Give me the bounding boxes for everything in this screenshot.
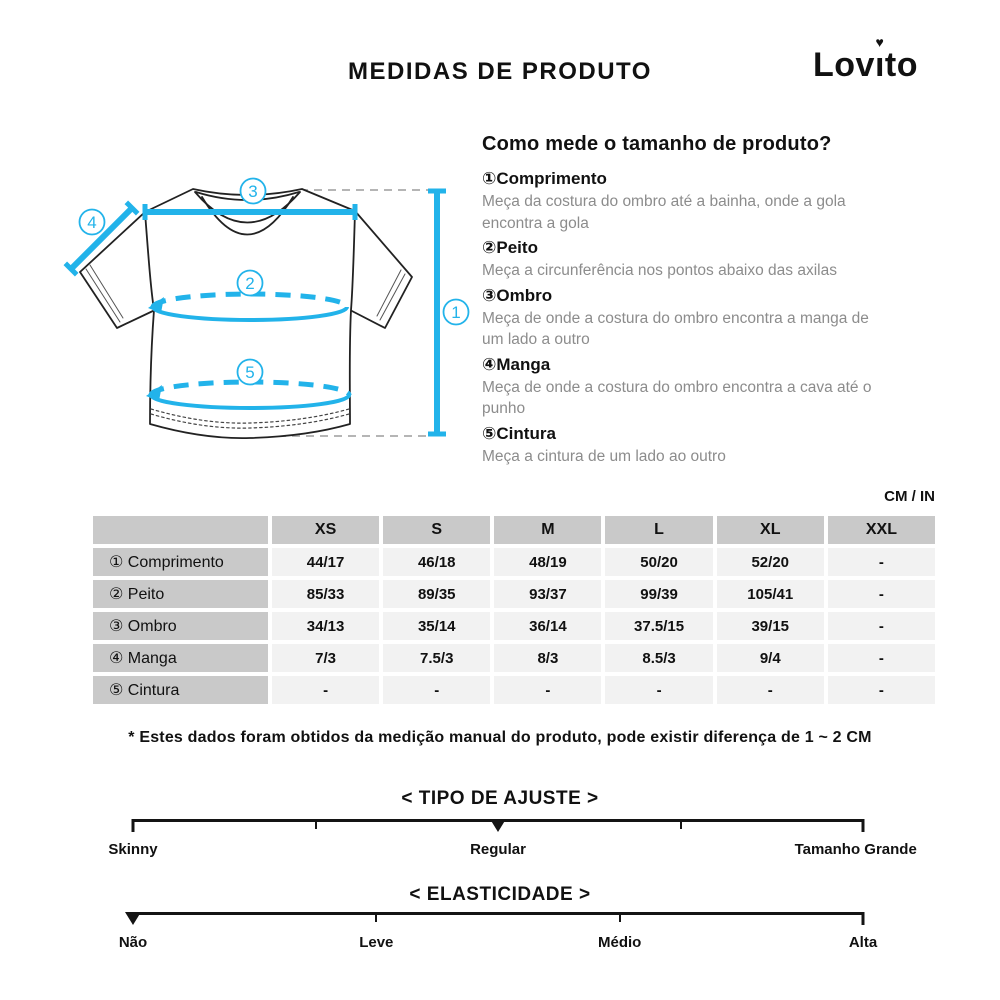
fit-tick-three-quarter: [680, 819, 682, 829]
table-cell: 8/3: [494, 644, 601, 672]
row-label-comprimento: ① Comprimento: [93, 548, 268, 576]
guide-desc-comprimento: Meça da costura do ombro até a bainha, onde a gola encontra a gola: [482, 193, 846, 232]
size-header-xl: XL: [717, 516, 824, 544]
table-cell: -: [828, 644, 935, 672]
guide-term-comprimento: ①Comprimento: [482, 169, 607, 188]
measure-guide: [482, 131, 940, 467]
table-cell: 48/19: [494, 548, 601, 576]
table-cell: -: [828, 676, 935, 704]
fit-label-regular: Regular: [470, 841, 526, 858]
guide-desc-manga: Meça de onde a costura do ombro encontra a cava até o punho: [482, 378, 872, 417]
table-cell: -: [605, 676, 712, 704]
guide-desc-ombro: Meça de onde a costura do ombro encontra a manga de um lado a outro: [482, 309, 869, 348]
elasticity-tick-leve: [375, 912, 377, 922]
elasticity-scale-title: < ELASTICIDADE >: [409, 884, 591, 905]
marker-length: [444, 300, 469, 325]
table-cell: -: [494, 676, 601, 704]
svg-text:5: 5: [245, 363, 255, 382]
size-header-xs: XS: [272, 516, 379, 544]
elasticity-label-leve: Leve: [359, 934, 394, 951]
size-table: [93, 516, 935, 704]
table-cell: 99/39: [605, 580, 712, 608]
size-header-l: L: [605, 516, 712, 544]
brand-logo: [813, 34, 918, 85]
svg-text:4: 4: [87, 213, 97, 232]
table-cell: 9/4: [717, 644, 824, 672]
marker-sleeve: [80, 210, 105, 235]
size-header-xxl: XXL: [828, 516, 935, 544]
elasticity-label-alta: Alta: [848, 934, 878, 951]
row-label-cintura: ⑤ Cintura: [93, 676, 268, 704]
table-cell: -: [828, 612, 935, 640]
table-cell: 52/20: [717, 548, 824, 576]
page-title: MEDIDAS DE PRODUTO: [348, 58, 652, 85]
elasticity-label-nao: Não: [118, 934, 148, 951]
table-cell: 35/14: [383, 612, 490, 640]
table-cell: 7/3: [272, 644, 379, 672]
guide-heading: Como mede o tamanho de produto?: [482, 133, 832, 155]
unit-label: CM / IN: [884, 488, 935, 505]
table-cell: 39/15: [717, 612, 824, 640]
marker-shoulder: [241, 179, 266, 204]
svg-text:2: 2: [245, 274, 255, 293]
fit-tick-start: [132, 819, 135, 832]
svg-text:1: 1: [451, 303, 461, 322]
table-cell: 34/13: [272, 612, 379, 640]
row-label-manga: ④ Manga: [93, 644, 268, 672]
guide-term-cintura: ⑤Cintura: [482, 423, 556, 443]
guide-term-ombro: ③Ombro: [482, 285, 553, 305]
table-cell: 7.5/3: [383, 644, 490, 672]
size-header-s: S: [383, 516, 490, 544]
guide-term-peito: ②Peito: [482, 238, 538, 257]
elasticity-tick-end: [862, 912, 865, 925]
table-cell: 85/33: [272, 580, 379, 608]
fit-scale-title: < TIPO DE AJUSTE >: [401, 788, 599, 809]
brand-logo-i-stem: ı: [874, 46, 885, 84]
brand-logo-part1: Lov: [813, 46, 875, 84]
table-cell: -: [717, 676, 824, 704]
heart-icon: ♥: [875, 34, 885, 50]
table-cell: 36/14: [494, 612, 601, 640]
guide-desc-peito: Meça a circunferência nos pontos abaixo das axilas: [482, 262, 837, 279]
brand-logo-part2: to: [884, 46, 918, 84]
elasticity-pointer-icon: [125, 912, 141, 925]
table-cell: 105/41: [717, 580, 824, 608]
fit-tick-end: [862, 819, 865, 832]
table-cell: 8.5/3: [605, 644, 712, 672]
tshirt-measurement-diagram: [50, 150, 480, 470]
table-cell: -: [828, 548, 935, 576]
table-cell: 50/20: [605, 548, 712, 576]
table-cell: 46/18: [383, 548, 490, 576]
fit-scale-track: [108, 819, 917, 858]
marker-chest: [238, 271, 263, 296]
table-cell: 89/35: [383, 580, 490, 608]
fit-label-skinny: Skinny: [108, 841, 158, 858]
right-sleeve: [350, 211, 412, 328]
table-cell: -: [828, 580, 935, 608]
elasticity-scale-track: [118, 912, 878, 951]
table-cell: 44/17: [272, 548, 379, 576]
guide-desc-cintura: Meça a cintura de um lado ao outro: [482, 447, 726, 465]
fit-pointer-icon: [490, 819, 506, 832]
brand-logo-i: [874, 34, 885, 85]
table-cell: 93/37: [494, 580, 601, 608]
measurement-disclaimer: * Estes dados foram obtidos da medição manual do produto, pode existir diferença de 1 ~ 2 CM: [128, 729, 872, 746]
marker-waist: [238, 360, 263, 385]
fit-label-tamanho-grande: Tamanho Grande: [794, 841, 917, 858]
table-cell: -: [272, 676, 379, 704]
table-cell: -: [383, 676, 490, 704]
tshirt-outline: [80, 189, 412, 438]
elasticity-label-medio: Médio: [598, 934, 642, 951]
row-label-peito: ② Peito: [93, 580, 268, 608]
table-corner-cell: [93, 516, 268, 544]
svg-text:3: 3: [248, 182, 258, 201]
row-label-ombro: ③ Ombro: [93, 612, 268, 640]
table-cell: 37.5/15: [605, 612, 712, 640]
guide-term-manga: ④Manga: [482, 354, 551, 374]
elasticity-tick-medio: [619, 912, 621, 922]
fit-tick-quarter: [315, 819, 317, 829]
size-header-m: M: [494, 516, 601, 544]
